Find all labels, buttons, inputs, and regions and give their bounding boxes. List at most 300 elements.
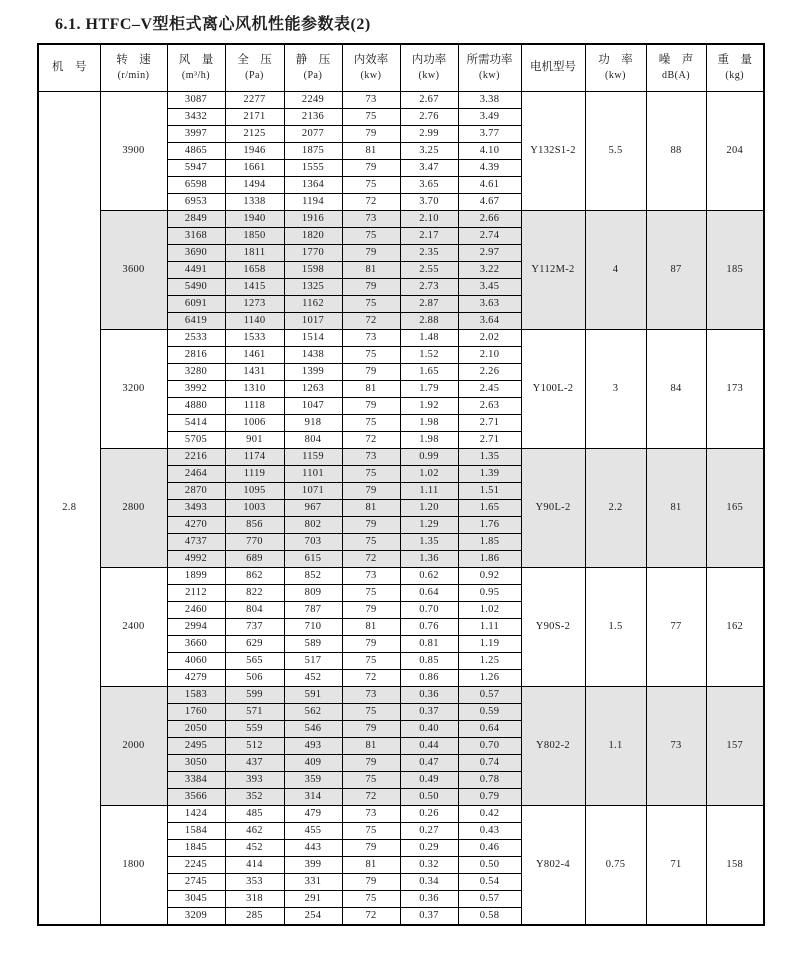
flow-cell: 3690: [167, 245, 225, 262]
efficiency-cell: 75: [342, 534, 400, 551]
flow-cell: 6091: [167, 296, 225, 313]
header-label: 功 率: [598, 54, 633, 67]
total-pressure-cell: 1461: [225, 347, 284, 364]
static-pressure-cell: 409: [284, 755, 342, 772]
flow-cell: 1899: [167, 568, 225, 585]
table-header: [38, 44, 764, 92]
total-pressure-cell: 414: [225, 857, 284, 874]
required-power-cell: 0.64: [458, 721, 521, 738]
static-pressure-cell: 1598: [284, 262, 342, 279]
efficiency-cell: 79: [342, 160, 400, 177]
flow-cell: 3660: [167, 636, 225, 653]
static-pressure-cell: 1770: [284, 245, 342, 262]
required-power-cell: 1.19: [458, 636, 521, 653]
efficiency-cell: 75: [342, 891, 400, 908]
inner-power-cell: 0.36: [400, 687, 458, 704]
motor-power-cell: 0.75: [585, 806, 646, 926]
total-pressure-cell: 901: [225, 432, 284, 449]
efficiency-cell: 81: [342, 738, 400, 755]
table-row: [38, 449, 764, 466]
speed-cell: 2400: [100, 568, 167, 687]
noise-cell: 81: [646, 449, 706, 568]
total-pressure-cell: 1431: [225, 364, 284, 381]
header-unit: (Pa): [245, 70, 264, 81]
header-unit: (r/min): [117, 70, 150, 81]
header-unit: (m³/h): [181, 70, 211, 81]
flow-cell: 1583: [167, 687, 225, 704]
inner-power-cell: 0.44: [400, 738, 458, 755]
static-pressure-cell: 1325: [284, 279, 342, 296]
inner-power-cell: 2.73: [400, 279, 458, 296]
flow-cell: 4270: [167, 517, 225, 534]
header-label: 内功率: [411, 54, 447, 67]
static-pressure-cell: 1399: [284, 364, 342, 381]
flow-cell: 3087: [167, 92, 225, 109]
flow-cell: 3432: [167, 109, 225, 126]
static-pressure-cell: 455: [284, 823, 342, 840]
header-unit: (kw): [605, 70, 626, 81]
static-pressure-cell: 443: [284, 840, 342, 857]
flow-cell: 2870: [167, 483, 225, 500]
inner-power-cell: 3.65: [400, 177, 458, 194]
inner-power-cell: 3.25: [400, 143, 458, 160]
efficiency-cell: 73: [342, 330, 400, 347]
required-power-cell: 2.26: [458, 364, 521, 381]
header-total-pressure: [225, 44, 284, 92]
inner-power-cell: 1.29: [400, 517, 458, 534]
total-pressure-cell: 437: [225, 755, 284, 772]
weight-cell: 173: [706, 330, 764, 449]
static-pressure-cell: 493: [284, 738, 342, 755]
required-power-cell: 2.63: [458, 398, 521, 415]
required-power-cell: 3.63: [458, 296, 521, 313]
header-static-pressure: [284, 44, 342, 92]
efficiency-cell: 79: [342, 755, 400, 772]
required-power-cell: 4.39: [458, 160, 521, 177]
efficiency-cell: 73: [342, 211, 400, 228]
total-pressure-cell: 452: [225, 840, 284, 857]
speed-cell: 3600: [100, 211, 167, 330]
inner-power-cell: 0.29: [400, 840, 458, 857]
static-pressure-cell: 314: [284, 789, 342, 806]
total-pressure-cell: 1006: [225, 415, 284, 432]
noise-cell: 71: [646, 806, 706, 926]
efficiency-cell: 73: [342, 806, 400, 823]
static-pressure-cell: 291: [284, 891, 342, 908]
efficiency-cell: 81: [342, 262, 400, 279]
inner-power-cell: 2.35: [400, 245, 458, 262]
total-pressure-cell: 1273: [225, 296, 284, 313]
efficiency-cell: 73: [342, 449, 400, 466]
efficiency-cell: 72: [342, 313, 400, 330]
flow-cell: 3997: [167, 126, 225, 143]
required-power-cell: 1.35: [458, 449, 521, 466]
efficiency-cell: 72: [342, 432, 400, 449]
static-pressure-cell: 1101: [284, 466, 342, 483]
inner-power-cell: 0.49: [400, 772, 458, 789]
inner-power-cell: 0.32: [400, 857, 458, 874]
total-pressure-cell: 1415: [225, 279, 284, 296]
static-pressure-cell: 591: [284, 687, 342, 704]
required-power-cell: 0.92: [458, 568, 521, 585]
flow-cell: 4865: [167, 143, 225, 160]
total-pressure-cell: 1338: [225, 194, 284, 211]
required-power-cell: 1.02: [458, 602, 521, 619]
total-pressure-cell: 565: [225, 653, 284, 670]
header-motor-power: [585, 44, 646, 92]
inner-power-cell: 2.10: [400, 211, 458, 228]
header-inner-power: [400, 44, 458, 92]
total-pressure-cell: 1850: [225, 228, 284, 245]
static-pressure-cell: 802: [284, 517, 342, 534]
static-pressure-cell: 1263: [284, 381, 342, 398]
static-pressure-cell: 2136: [284, 109, 342, 126]
flow-cell: 6598: [167, 177, 225, 194]
efficiency-cell: 79: [342, 602, 400, 619]
static-pressure-cell: 710: [284, 619, 342, 636]
table-row: [38, 211, 764, 228]
header-flow: [167, 44, 225, 92]
required-power-cell: 2.71: [458, 432, 521, 449]
required-power-cell: 1.85: [458, 534, 521, 551]
static-pressure-cell: 1875: [284, 143, 342, 160]
efficiency-cell: 81: [342, 381, 400, 398]
inner-power-cell: 3.47: [400, 160, 458, 177]
static-pressure-cell: 1916: [284, 211, 342, 228]
total-pressure-cell: 1494: [225, 177, 284, 194]
total-pressure-cell: 1940: [225, 211, 284, 228]
static-pressure-cell: 589: [284, 636, 342, 653]
inner-power-cell: 1.79: [400, 381, 458, 398]
inner-power-cell: 0.34: [400, 874, 458, 891]
inner-power-cell: 2.87: [400, 296, 458, 313]
header-efficiency: [342, 44, 400, 92]
required-power-cell: 1.11: [458, 619, 521, 636]
header-label: 电机型号: [530, 61, 576, 74]
inner-power-cell: 1.11: [400, 483, 458, 500]
header-unit: (kw): [418, 70, 440, 81]
required-power-cell: 1.65: [458, 500, 521, 517]
inner-power-cell: 2.67: [400, 92, 458, 109]
required-power-cell: 3.38: [458, 92, 521, 109]
total-pressure-cell: 770: [225, 534, 284, 551]
total-pressure-cell: 822: [225, 585, 284, 602]
header-label: 所需功率: [466, 54, 513, 67]
required-power-cell: 0.78: [458, 772, 521, 789]
static-pressure-cell: 1162: [284, 296, 342, 313]
required-power-cell: 0.95: [458, 585, 521, 602]
flow-cell: 3384: [167, 772, 225, 789]
total-pressure-cell: 2171: [225, 109, 284, 126]
inner-power-cell: 0.86: [400, 670, 458, 687]
inner-power-cell: 2.17: [400, 228, 458, 245]
inner-power-cell: 3.70: [400, 194, 458, 211]
efficiency-cell: 75: [342, 296, 400, 313]
flow-cell: 3209: [167, 908, 225, 926]
flow-cell: 1584: [167, 823, 225, 840]
flow-cell: 1760: [167, 704, 225, 721]
fan-performance-table: [37, 43, 765, 926]
efficiency-cell: 79: [342, 483, 400, 500]
required-power-cell: 1.51: [458, 483, 521, 500]
speed-cell: 3900: [100, 92, 167, 211]
efficiency-cell: 81: [342, 143, 400, 160]
inner-power-cell: 1.20: [400, 500, 458, 517]
header-label: 全 压: [237, 54, 272, 67]
required-power-cell: 2.66: [458, 211, 521, 228]
inner-power-cell: 0.27: [400, 823, 458, 840]
inner-power-cell: 1.36: [400, 551, 458, 568]
total-pressure-cell: 352: [225, 789, 284, 806]
static-pressure-cell: 254: [284, 908, 342, 926]
inner-power-cell: 0.62: [400, 568, 458, 585]
total-pressure-cell: 1310: [225, 381, 284, 398]
static-pressure-cell: 1194: [284, 194, 342, 211]
inner-power-cell: 0.37: [400, 908, 458, 926]
flow-cell: 2050: [167, 721, 225, 738]
header-weight: [706, 44, 764, 92]
static-pressure-cell: 546: [284, 721, 342, 738]
total-pressure-cell: 1003: [225, 500, 284, 517]
required-power-cell: 1.76: [458, 517, 521, 534]
inner-power-cell: 1.02: [400, 466, 458, 483]
required-power-cell: 2.71: [458, 415, 521, 432]
efficiency-cell: 73: [342, 568, 400, 585]
noise-cell: 84: [646, 330, 706, 449]
static-pressure-cell: 2077: [284, 126, 342, 143]
table-row: [38, 568, 764, 585]
static-pressure-cell: 1438: [284, 347, 342, 364]
flow-cell: 2112: [167, 585, 225, 602]
flow-cell: 2816: [167, 347, 225, 364]
header-unit: (Pa): [303, 70, 323, 81]
static-pressure-cell: 852: [284, 568, 342, 585]
motor-power-cell: 4: [585, 211, 646, 330]
required-power-cell: 1.86: [458, 551, 521, 568]
inner-power-cell: 1.65: [400, 364, 458, 381]
flow-cell: 6953: [167, 194, 225, 211]
flow-cell: 1424: [167, 806, 225, 823]
motor-power-cell: 2.2: [585, 449, 646, 568]
noise-cell: 73: [646, 687, 706, 806]
weight-cell: 185: [706, 211, 764, 330]
static-pressure-cell: 562: [284, 704, 342, 721]
total-pressure-cell: 506: [225, 670, 284, 687]
inner-power-cell: 0.76: [400, 619, 458, 636]
flow-cell: 4491: [167, 262, 225, 279]
efficiency-cell: 75: [342, 347, 400, 364]
required-power-cell: 0.43: [458, 823, 521, 840]
static-pressure-cell: 1047: [284, 398, 342, 415]
header-label: 噪 声: [658, 54, 694, 67]
required-power-cell: 3.49: [458, 109, 521, 126]
motor-power-cell: 1.5: [585, 568, 646, 687]
static-pressure-cell: 787: [284, 602, 342, 619]
efficiency-cell: 72: [342, 194, 400, 211]
motor-model-cell: Y132S1-2: [521, 92, 585, 211]
speed-cell: 3200: [100, 330, 167, 449]
header-unit: dB(A): [661, 70, 691, 81]
static-pressure-cell: 2249: [284, 92, 342, 109]
required-power-cell: 2.10: [458, 347, 521, 364]
flow-cell: 3992: [167, 381, 225, 398]
flow-cell: 2245: [167, 857, 225, 874]
weight-cell: 157: [706, 687, 764, 806]
total-pressure-cell: 629: [225, 636, 284, 653]
efficiency-cell: 79: [342, 721, 400, 738]
header-machine-no: [38, 44, 100, 92]
inner-power-cell: 0.85: [400, 653, 458, 670]
noise-cell: 87: [646, 211, 706, 330]
table-row: [38, 92, 764, 109]
required-power-cell: 0.57: [458, 687, 521, 704]
weight-cell: 204: [706, 92, 764, 211]
flow-cell: 3280: [167, 364, 225, 381]
total-pressure-cell: 462: [225, 823, 284, 840]
static-pressure-cell: 1017: [284, 313, 342, 330]
inner-power-cell: 0.40: [400, 721, 458, 738]
efficiency-cell: 79: [342, 126, 400, 143]
motor-power-cell: 5.5: [585, 92, 646, 211]
required-power-cell: 1.39: [458, 466, 521, 483]
total-pressure-cell: 737: [225, 619, 284, 636]
inner-power-cell: 0.70: [400, 602, 458, 619]
static-pressure-cell: 804: [284, 432, 342, 449]
total-pressure-cell: 1658: [225, 262, 284, 279]
flow-cell: 2994: [167, 619, 225, 636]
motor-power-cell: 3: [585, 330, 646, 449]
inner-power-cell: 1.48: [400, 330, 458, 347]
inner-power-cell: 2.99: [400, 126, 458, 143]
efficiency-cell: 81: [342, 857, 400, 874]
inner-power-cell: 1.52: [400, 347, 458, 364]
required-power-cell: 3.64: [458, 313, 521, 330]
flow-cell: 5414: [167, 415, 225, 432]
inner-power-cell: 2.76: [400, 109, 458, 126]
total-pressure-cell: 393: [225, 772, 284, 789]
flow-cell: 1845: [167, 840, 225, 857]
noise-cell: 77: [646, 568, 706, 687]
flow-cell: 4060: [167, 653, 225, 670]
efficiency-cell: 79: [342, 398, 400, 415]
header-label: 转 速: [116, 54, 151, 67]
efficiency-cell: 73: [342, 92, 400, 109]
efficiency-cell: 72: [342, 908, 400, 926]
required-power-cell: 0.58: [458, 908, 521, 926]
total-pressure-cell: 1118: [225, 398, 284, 415]
header-motor-model: [521, 44, 585, 92]
required-power-cell: 3.45: [458, 279, 521, 296]
inner-power-cell: 0.36: [400, 891, 458, 908]
inner-power-cell: 1.98: [400, 415, 458, 432]
weight-cell: 165: [706, 449, 764, 568]
flow-cell: 2849: [167, 211, 225, 228]
static-pressure-cell: 809: [284, 585, 342, 602]
total-pressure-cell: 1140: [225, 313, 284, 330]
required-power-cell: 4.61: [458, 177, 521, 194]
static-pressure-cell: 918: [284, 415, 342, 432]
motor-power-cell: 1.1: [585, 687, 646, 806]
machine-no-cell: 2.8: [38, 92, 100, 926]
static-pressure-cell: 1820: [284, 228, 342, 245]
total-pressure-cell: 1661: [225, 160, 284, 177]
inner-power-cell: 2.88: [400, 313, 458, 330]
required-power-cell: 0.42: [458, 806, 521, 823]
table-row: [38, 687, 764, 704]
inner-power-cell: 2.55: [400, 262, 458, 279]
static-pressure-cell: 399: [284, 857, 342, 874]
static-pressure-cell: 1555: [284, 160, 342, 177]
efficiency-cell: 73: [342, 687, 400, 704]
efficiency-cell: 72: [342, 551, 400, 568]
total-pressure-cell: 318: [225, 891, 284, 908]
efficiency-cell: 81: [342, 500, 400, 517]
flow-cell: 3045: [167, 891, 225, 908]
flow-cell: 3566: [167, 789, 225, 806]
efficiency-cell: 79: [342, 364, 400, 381]
efficiency-cell: 79: [342, 279, 400, 296]
total-pressure-cell: 804: [225, 602, 284, 619]
efficiency-cell: 79: [342, 636, 400, 653]
required-power-cell: 4.10: [458, 143, 521, 160]
required-power-cell: 0.59: [458, 704, 521, 721]
flow-cell: 5947: [167, 160, 225, 177]
inner-power-cell: 1.98: [400, 432, 458, 449]
motor-model-cell: Y90S-2: [521, 568, 585, 687]
weight-cell: 162: [706, 568, 764, 687]
flow-cell: 2533: [167, 330, 225, 347]
static-pressure-cell: 452: [284, 670, 342, 687]
required-power-cell: 0.46: [458, 840, 521, 857]
flow-cell: 2216: [167, 449, 225, 466]
efficiency-cell: 75: [342, 772, 400, 789]
inner-power-cell: 1.35: [400, 534, 458, 551]
required-power-cell: 0.54: [458, 874, 521, 891]
table-row: [38, 806, 764, 823]
efficiency-cell: 75: [342, 585, 400, 602]
inner-power-cell: 0.26: [400, 806, 458, 823]
total-pressure-cell: 485: [225, 806, 284, 823]
flow-cell: 3168: [167, 228, 225, 245]
flow-cell: 4737: [167, 534, 225, 551]
header-required-power: [458, 44, 521, 92]
efficiency-cell: 75: [342, 415, 400, 432]
static-pressure-cell: 1364: [284, 177, 342, 194]
required-power-cell: 3.77: [458, 126, 521, 143]
required-power-cell: 2.02: [458, 330, 521, 347]
header-unit: (kw): [479, 70, 500, 81]
speed-cell: 2800: [100, 449, 167, 568]
static-pressure-cell: 331: [284, 874, 342, 891]
header-speed: [100, 44, 167, 92]
flow-cell: 5705: [167, 432, 225, 449]
total-pressure-cell: 2277: [225, 92, 284, 109]
static-pressure-cell: 517: [284, 653, 342, 670]
required-power-cell: 0.79: [458, 789, 521, 806]
header-label: 内效率: [353, 54, 389, 67]
total-pressure-cell: 1174: [225, 449, 284, 466]
flow-cell: 4279: [167, 670, 225, 687]
flow-cell: 2495: [167, 738, 225, 755]
total-pressure-cell: 1811: [225, 245, 284, 262]
motor-model-cell: Y112M-2: [521, 211, 585, 330]
header-label: 风 量: [178, 54, 214, 67]
efficiency-cell: 79: [342, 245, 400, 262]
total-pressure-cell: 2125: [225, 126, 284, 143]
header-label: 重 量: [717, 54, 752, 67]
total-pressure-cell: 599: [225, 687, 284, 704]
page-title: 6.1. HTFC–V型柜式离心风机性能参数表(2): [55, 16, 371, 33]
